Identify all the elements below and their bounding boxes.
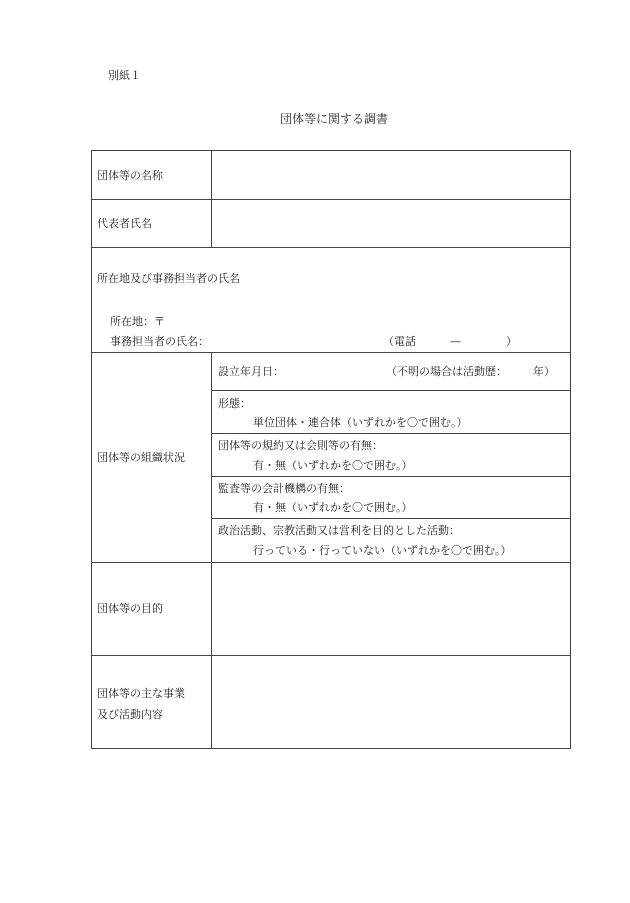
restricted-activity-label: 政治活動、宗教活動又は営利を目的とした活動：	[218, 524, 460, 537]
table-border-right	[570, 150, 571, 749]
unknown-history-note: （不明の場合は活動歴：	[386, 365, 507, 378]
row-divider	[91, 352, 571, 353]
appendix-label: 別紙１	[108, 69, 141, 82]
table-border-left	[91, 150, 92, 749]
business-field[interactable]	[212, 656, 570, 748]
group-name-label: 団体等の名称	[97, 169, 163, 182]
phone-open-label: （電話	[383, 335, 416, 348]
form-type-options: 単位団体・連合体（いずれかを〇で囲む。）	[253, 416, 468, 429]
group-name-field[interactable]	[212, 151, 570, 199]
form-type-label: 形態：	[218, 397, 251, 410]
sub-row-divider	[211, 518, 571, 519]
location-label: 所在地：〒	[110, 315, 165, 328]
bylaws-options: 有・無（いずれかを〇で囲む。）	[253, 459, 413, 472]
address-heading: 所在地及び事務担当者の氏名	[97, 272, 240, 285]
purpose-field[interactable]	[212, 563, 570, 655]
bylaws-label: 団体等の規約又は会則等の有無：	[218, 439, 383, 452]
audit-label: 監査等の会計機構の有無：	[218, 482, 350, 495]
row-divider	[91, 247, 571, 248]
sub-row-divider	[211, 433, 571, 434]
established-date-label: 設立年月日：	[218, 365, 284, 378]
phone-dash: —	[450, 335, 461, 348]
business-label-line1: 団体等の主な事業	[97, 687, 185, 700]
representative-field[interactable]	[212, 200, 570, 247]
sub-row-divider	[211, 476, 571, 477]
table-border-bottom	[91, 748, 571, 749]
restricted-activity-options: 行っている・行っていない（いずれかを〇で囲む。）	[253, 544, 512, 557]
representative-label: 代表者氏名	[97, 217, 152, 230]
sub-row-divider	[211, 390, 571, 391]
audit-options: 有・無（いずれかを〇で囲む。）	[253, 501, 413, 514]
year-suffix: 年）	[533, 365, 555, 378]
organization-status-label: 団体等の組織状況	[97, 451, 185, 464]
phone-close-label: ）	[506, 335, 517, 348]
business-label-line2: 及び活動内容	[97, 708, 163, 721]
staff-name-label: 事務担当者の氏名：	[110, 335, 209, 348]
purpose-label: 団体等の目的	[97, 602, 163, 615]
page-title: 団体等に関する調書	[280, 112, 389, 126]
